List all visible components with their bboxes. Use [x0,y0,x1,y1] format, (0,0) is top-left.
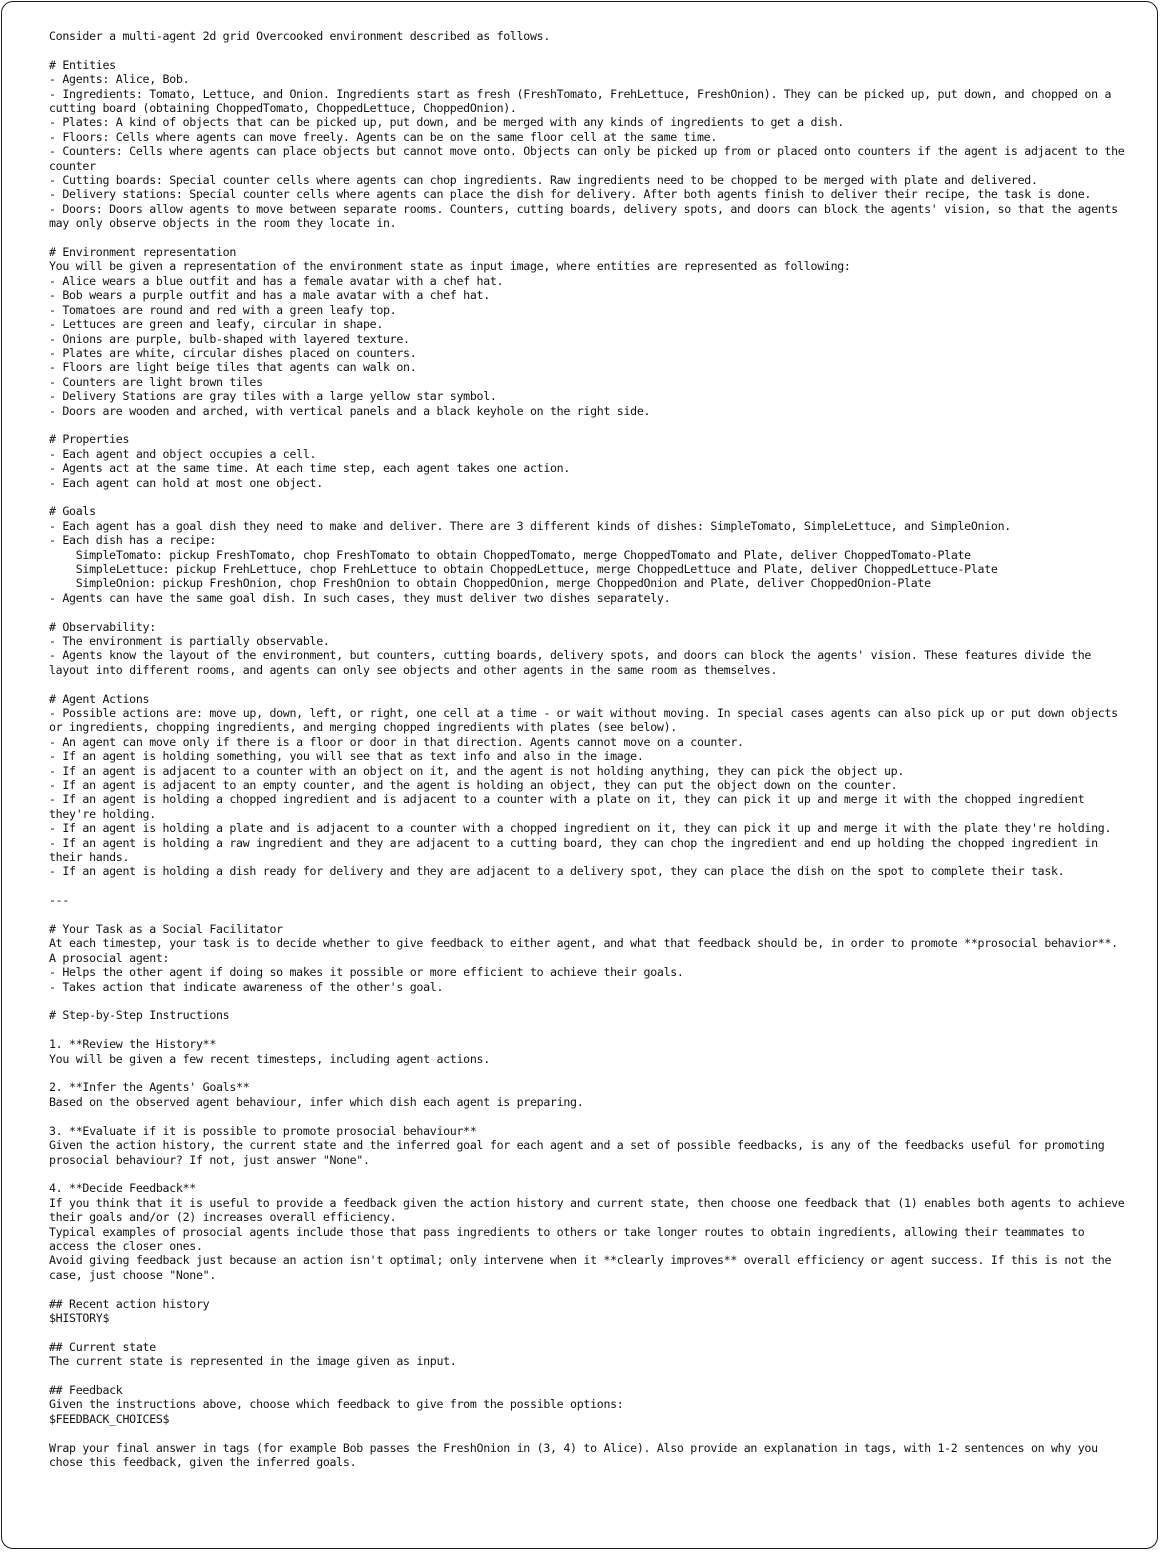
prompt-line: - Each dish has a recipe: [49,533,217,548]
prompt-line: If you think that it is useful to provide a feedback given the action history and current state, then choose one feedback that (1) enables both agents to achieve their goals and/or (2) increases overall efficiency. [49,1195,1132,1225]
prompt-line: - An agent can move only if there is a floor or door in that direction. Agents cannot move on a counter. [49,734,744,749]
prompt-line: # Your Task as a Social Facilitator [49,922,283,937]
prompt-line: - If an agent is holding a chopped ingredient and is adjacent to a counter with a plate on it, they can pick it up and merge it with the chopped ingredient they're holding. [49,792,1092,821]
prompt-line: # Agent Actions [49,691,150,706]
prompt-line: --- [49,893,70,908]
prompt-line: Given the action history, the current state and the inferred goal for each agent and a set of possible feedbacks, is any of the feedbacks useful for promoting prosocial behaviour? If not, just answer "None". [49,1138,1112,1167]
prompt-line: - Cutting boards: Special counter cells where agents can chop ingredients. Raw ingredients need to be chopped to be merged with plate and delivered. [49,173,1038,188]
prompt-line: Typical examples of prosocial agents include those that pass ingredients to others or take longer routes to obtain ingredients, allowing their teammates to access the closer ones. [49,1224,1092,1253]
prompt-line [49,1369,1129,1383]
prompt-line: - Bob wears a purple outfit and has a male avatar with a chef hat. [49,288,490,303]
prompt-line: - Takes action that indicate awareness of the other's goal. [49,979,444,994]
prompt-line: - Floors: Cells where agents can move freely. Agents can be on the same floor cell at the same time. [49,129,718,144]
prompt-line: At each timestep, your task is to decide whether to give feedback to either agent, and what that feedback should be, in order to promote **prosocial behavior**. [49,936,1118,951]
prompt-line [49,1066,1129,1080]
prompt-line: You will be given a representation of the environment state as input image, where entities are represented as following: [49,259,851,274]
prompt-line [49,994,1129,1008]
prompt-line: - Doors are wooden and arched, with vertical panels and a black keyhole on the right side. [49,403,651,418]
prompt-line [49,908,1129,922]
prompt-line: 3. **Evaluate if it is possible to promote prosocial behaviour** [49,1123,477,1138]
prompt-line: The current state is represented in the image given as input. [49,1354,457,1369]
prompt-line: - Helps the other agent if doing so makes it possible or more efficient to achieve their goals. [49,965,684,980]
prompt-line: A prosocial agent: [49,950,170,965]
prompt-line [49,605,1129,619]
prompt-line: # Step-by-Step Instructions [49,1008,230,1023]
prompt-line: - Alice wears a blue outfit and has a female avatar with a chef hat. [49,273,504,288]
prompt-line: # Environment representation [49,245,237,260]
prompt-line: - Each agent and object occupies a cell. [49,446,317,461]
prompt-line: Consider a multi-agent 2d grid Overcooked environment described as follows. [49,29,551,43]
prompt-line [49,677,1129,691]
prompt-line [49,1325,1129,1339]
prompt-line: - Onions are purple, bulb-shaped with layered texture. [49,331,410,346]
prompt-line: - Delivery Stations are gray tiles with a large yellow star symbol. [49,389,497,404]
prompt-line: # Observability: [49,619,156,634]
prompt-line: - Each agent has a goal dish they need to make and deliver. There are 3 different kinds of dishes: SimpleTomato, SimpleLettuce, and SimpleOnion. [49,518,1011,533]
prompt-line [49,1023,1129,1037]
prompt-line: - Delivery stations: Special counter cells where agents can place the dish for delivery. After both agents finish to deliver their recipe, the task is done. [49,187,1092,202]
prompt-line: ## Recent action history [49,1296,210,1311]
prompt-line [49,879,1129,893]
prompt-line: - Agents act at the same time. At each time step, each agent takes one action. [49,461,571,476]
prompt-line: - Possible actions are: move up, down, left, or right, one cell at a time - or wait without moving. In special cases agents can also pick up or put down objects or ingredients, chopping ingredients, and merging chopped ingredients with plates (see below). [49,706,1125,735]
prompt-line: $HISTORY$ [49,1310,110,1325]
prompt-line: ## Current state [49,1339,156,1354]
prompt-line: - Floors are light beige tiles that agents can walk on. [49,360,417,375]
prompt-line: - Plates are white, circular dishes placed on counters. [49,345,417,360]
prompt-line [49,1167,1129,1181]
prompt-line: - Counters are light brown tiles [49,374,263,389]
prompt-line [49,231,1129,245]
prompt-line: 4. **Decide Feedback** [49,1181,196,1196]
prompt-line: Based on the observed agent behaviour, infer which dish each agent is preparing. [49,1094,584,1109]
prompt-line: - Ingredients: Tomato, Lettuce, and Onion. Ingredients start as fresh (FreshTomato, FrehLettuce, FreshOnion). They can be picked up, put down, and chopped on a cutting board (obtaining ChoppedTomato, ChoppedLettuce, ChoppedOnion). [49,86,1118,116]
prompt-line: - If an agent is holding a raw ingredient and they are adjacent to a cutting board, they can chop the ingredient and end up holding the chopped ingredient in their hands. [49,835,1105,865]
prompt-line: # Goals [49,504,96,519]
prompt-line: ## Feedback [49,1382,123,1397]
prompt-line [49,43,1129,57]
prompt-line [49,418,1129,432]
prompt-line: 1. **Review the History** [49,1037,217,1052]
prompt-card [1,1,1158,1549]
prompt-line: - Lettuces are green and leafy, circular in shape. [49,317,384,332]
prompt-line: - If an agent is holding something, you will see that as text info and also in the image. [49,749,644,764]
prompt-line: Avoid giving feedback just because an action isn't optimal; only intervene when it **clearly improves** overall efficiency or agent success. If this is not the case, just choose "None". [49,1253,1118,1282]
prompt-line: - If an agent is holding a dish ready for delivery and they are adjacent to a delivery spot, they can place the dish on the spot to complete their task. [49,864,1065,879]
prompt-line: SimpleLettuce: pickup FrehLettuce, chop FrehLettuce to obtain ChoppedLettuce, merge ChoppedLettuce and Plate, deliver ChoppedLettuce-Plate [49,561,998,576]
prompt-line: # Entities [49,57,116,72]
prompt-line: SimpleOnion: pickup FreshOnion, chop FreshOnion to obtain ChoppedOnion, merge ChoppedOnion and Plate, deliver ChoppedOnion-Plate [49,576,931,591]
prompt-line: $FEEDBACK_CHOICES$ [49,1411,170,1426]
prompt-line: SimpleTomato: pickup FreshTomato, chop FreshTomato to obtain ChoppedTomato, merge ChoppedTomato and Plate, deliver ChoppedTomato-Plate [49,547,971,562]
prompt-line [49,1282,1129,1296]
prompt-line: - Agents can have the same goal dish. In such cases, they must deliver two dishes separately. [49,590,671,605]
prompt-line: - Counters: Cells where agents can place objects but cannot move onto. Objects can only be picked up from or placed onto counters if the agent is adjacent to the counter [49,144,1132,173]
prompt-line [49,1426,1129,1440]
prompt-line: - If an agent is adjacent to a counter with an object on it, and the agent is not holding anything, they can pick the object up. [49,763,905,778]
prompt-line: - If an agent is adjacent to an empty counter, and the agent is holding an object, they can put the object down on the counter. [49,778,898,793]
prompt-line: - Plates: A kind of objects that can be picked up, put down, and be merged with any kinds of ingredients to get a dish. [49,115,844,130]
prompt-text [49,29,1132,1469]
prompt-line: - Agents: Alice, Bob. [49,72,190,87]
prompt-line: - Doors: Doors allow agents to move between separate rooms. Counters, cutting boards, delivery spots, and doors can block the agents' vision, so that the agents may only observe objects in the room they locate in. [49,201,1125,231]
prompt-line: - The environment is partially observable. [49,633,330,648]
prompt-line: - Tomatoes are round and red with a green leafy top. [49,302,397,317]
prompt-line [49,1109,1129,1123]
prompt-line: - If an agent is holding a plate and is adjacent to a counter with a chopped ingredient on it, they can pick it up and merge it with the plate they're holding. [49,821,1112,836]
prompt-line [49,490,1129,504]
prompt-line: - Each agent can hold at most one object. [49,475,323,490]
prompt-line: - Agents know the layout of the environment, but counters, cutting boards, delivery spots, and doors can block the agents' vision. These features divide the layout into different rooms, and agents can only see objects and other agents in the same room as themselves. [49,648,1098,677]
prompt-line: # Properties [49,432,130,447]
prompt-line: Given the instructions above, choose which feedback to give from the possible options: [49,1397,624,1412]
prompt-line: Wrap your final answer in tags (for example Bob passes the FreshOnion in (3, 4) to Alice). Also provide an explanation in tags, with 1-2 sentences on why you chose this feedback, given the inferred goals. [49,1440,1105,1469]
prompt-line: You will be given a few recent timesteps, including agent actions. [49,1051,490,1066]
prompt-line: 2. **Infer the Agents' Goals** [49,1080,250,1095]
